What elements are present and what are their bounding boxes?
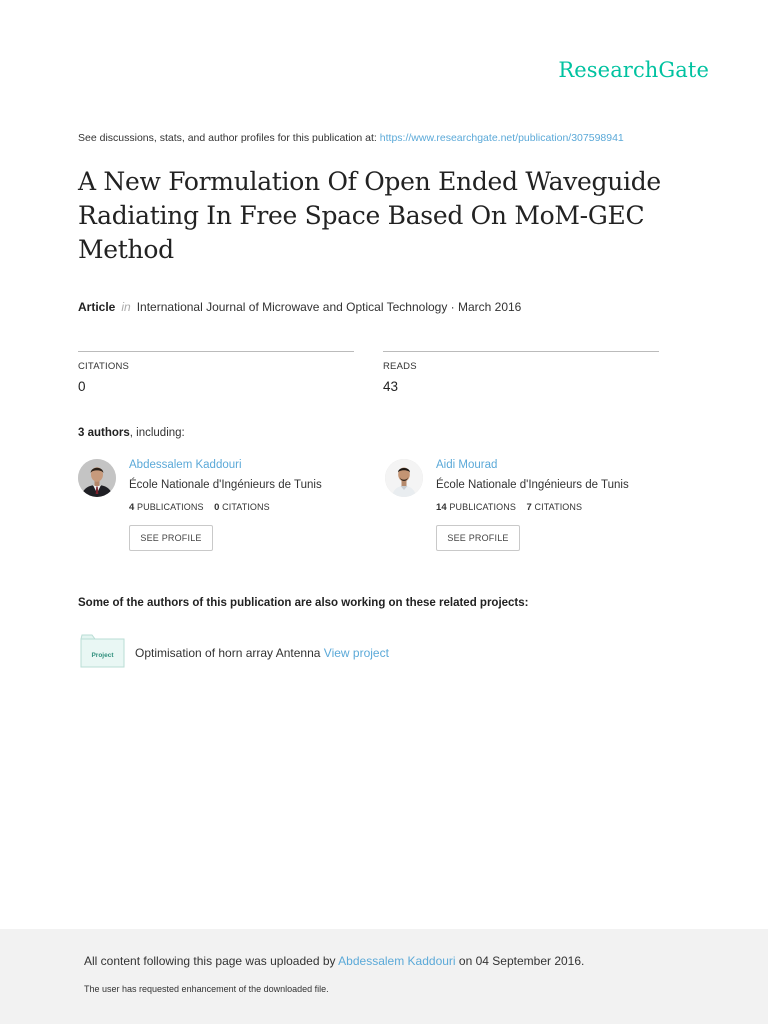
publications-count: 4 <box>129 502 135 513</box>
view-project-link[interactable]: View project <box>323 646 389 660</box>
related-projects-heading: Some of the authors of this publication are also working on these related projects: <box>78 597 529 609</box>
avatar[interactable] <box>385 459 423 497</box>
upload-prefix: All content following this page was uploaded by <box>84 954 336 968</box>
see-profile-button[interactable]: SEE PROFILE <box>436 525 520 551</box>
reads-stat <box>383 351 659 394</box>
publications-count: 14 <box>436 502 447 513</box>
author-institution: École Nationale d'Ingénieurs de Tunis <box>129 479 322 491</box>
in-word: in <box>121 300 131 314</box>
publication-title: A New Formulation Of Open Ended Waveguide Radiating In Free Space Based On MoM-GEC Method <box>78 167 661 264</box>
author-card <box>385 459 675 559</box>
upload-notice <box>84 954 584 968</box>
publication-meta <box>78 300 521 314</box>
uploader-link[interactable]: Abdessalem Kaddouri <box>338 954 456 968</box>
see-profile-button[interactable]: SEE PROFILE <box>129 525 213 551</box>
reads-label: READS <box>383 361 417 372</box>
author-citations-count: 0 <box>214 502 220 513</box>
author-card <box>78 459 368 559</box>
avatar[interactable] <box>78 459 116 497</box>
discussion-text: See discussions, stats, and author profiles for this publication at: <box>78 132 377 144</box>
author-name-link[interactable]: Abdessalem Kaddouri <box>129 459 242 471</box>
author-stats <box>129 502 270 513</box>
citations-label: CITATIONS <box>78 361 130 372</box>
authors-heading <box>78 427 185 439</box>
footer <box>0 929 768 1024</box>
authors-suffix: , including: <box>129 427 185 439</box>
enhancement-note: The user has requested enhancement of the downloaded file. <box>84 984 329 994</box>
citations-stat <box>78 351 354 394</box>
reads-value: 43 <box>383 379 399 394</box>
project-title-line <box>135 646 389 660</box>
author-citations-count: 7 <box>526 502 532 513</box>
author-institution: École Nationale d'Ingénieurs de Tunis <box>436 479 629 491</box>
citations-value: 0 <box>78 379 86 394</box>
discussion-line <box>78 132 624 144</box>
publications-label: PUBLICATIONS <box>137 502 204 512</box>
author-citations-label: CITATIONS <box>222 502 270 512</box>
publication-type: Article <box>78 300 116 314</box>
publication-venue-date: International Journal of Microwave and Optical Technology · March 2016 <box>136 300 522 314</box>
person-photo-icon <box>385 459 423 497</box>
author-name-link[interactable]: Aidi Mourad <box>436 459 498 471</box>
author-citations-label: CITATIONS <box>534 502 583 512</box>
project-icon-label: Project <box>91 652 114 659</box>
project-title: Optimisation of horn array Antenna <box>135 646 321 660</box>
publications-label: PUBLICATIONS <box>449 502 516 512</box>
project-item <box>80 634 580 668</box>
authors-count: 3 authors <box>78 427 130 439</box>
upload-suffix: on 04 September 2016. <box>458 954 585 968</box>
person-photo-icon <box>78 459 116 497</box>
publication-url-link[interactable]: https://www.researchgate.net/publication/307598941 <box>379 132 624 144</box>
researchgate-logo[interactable]: ResearchGate <box>558 58 709 82</box>
project-folder-icon <box>80 634 125 668</box>
author-stats <box>436 502 582 513</box>
